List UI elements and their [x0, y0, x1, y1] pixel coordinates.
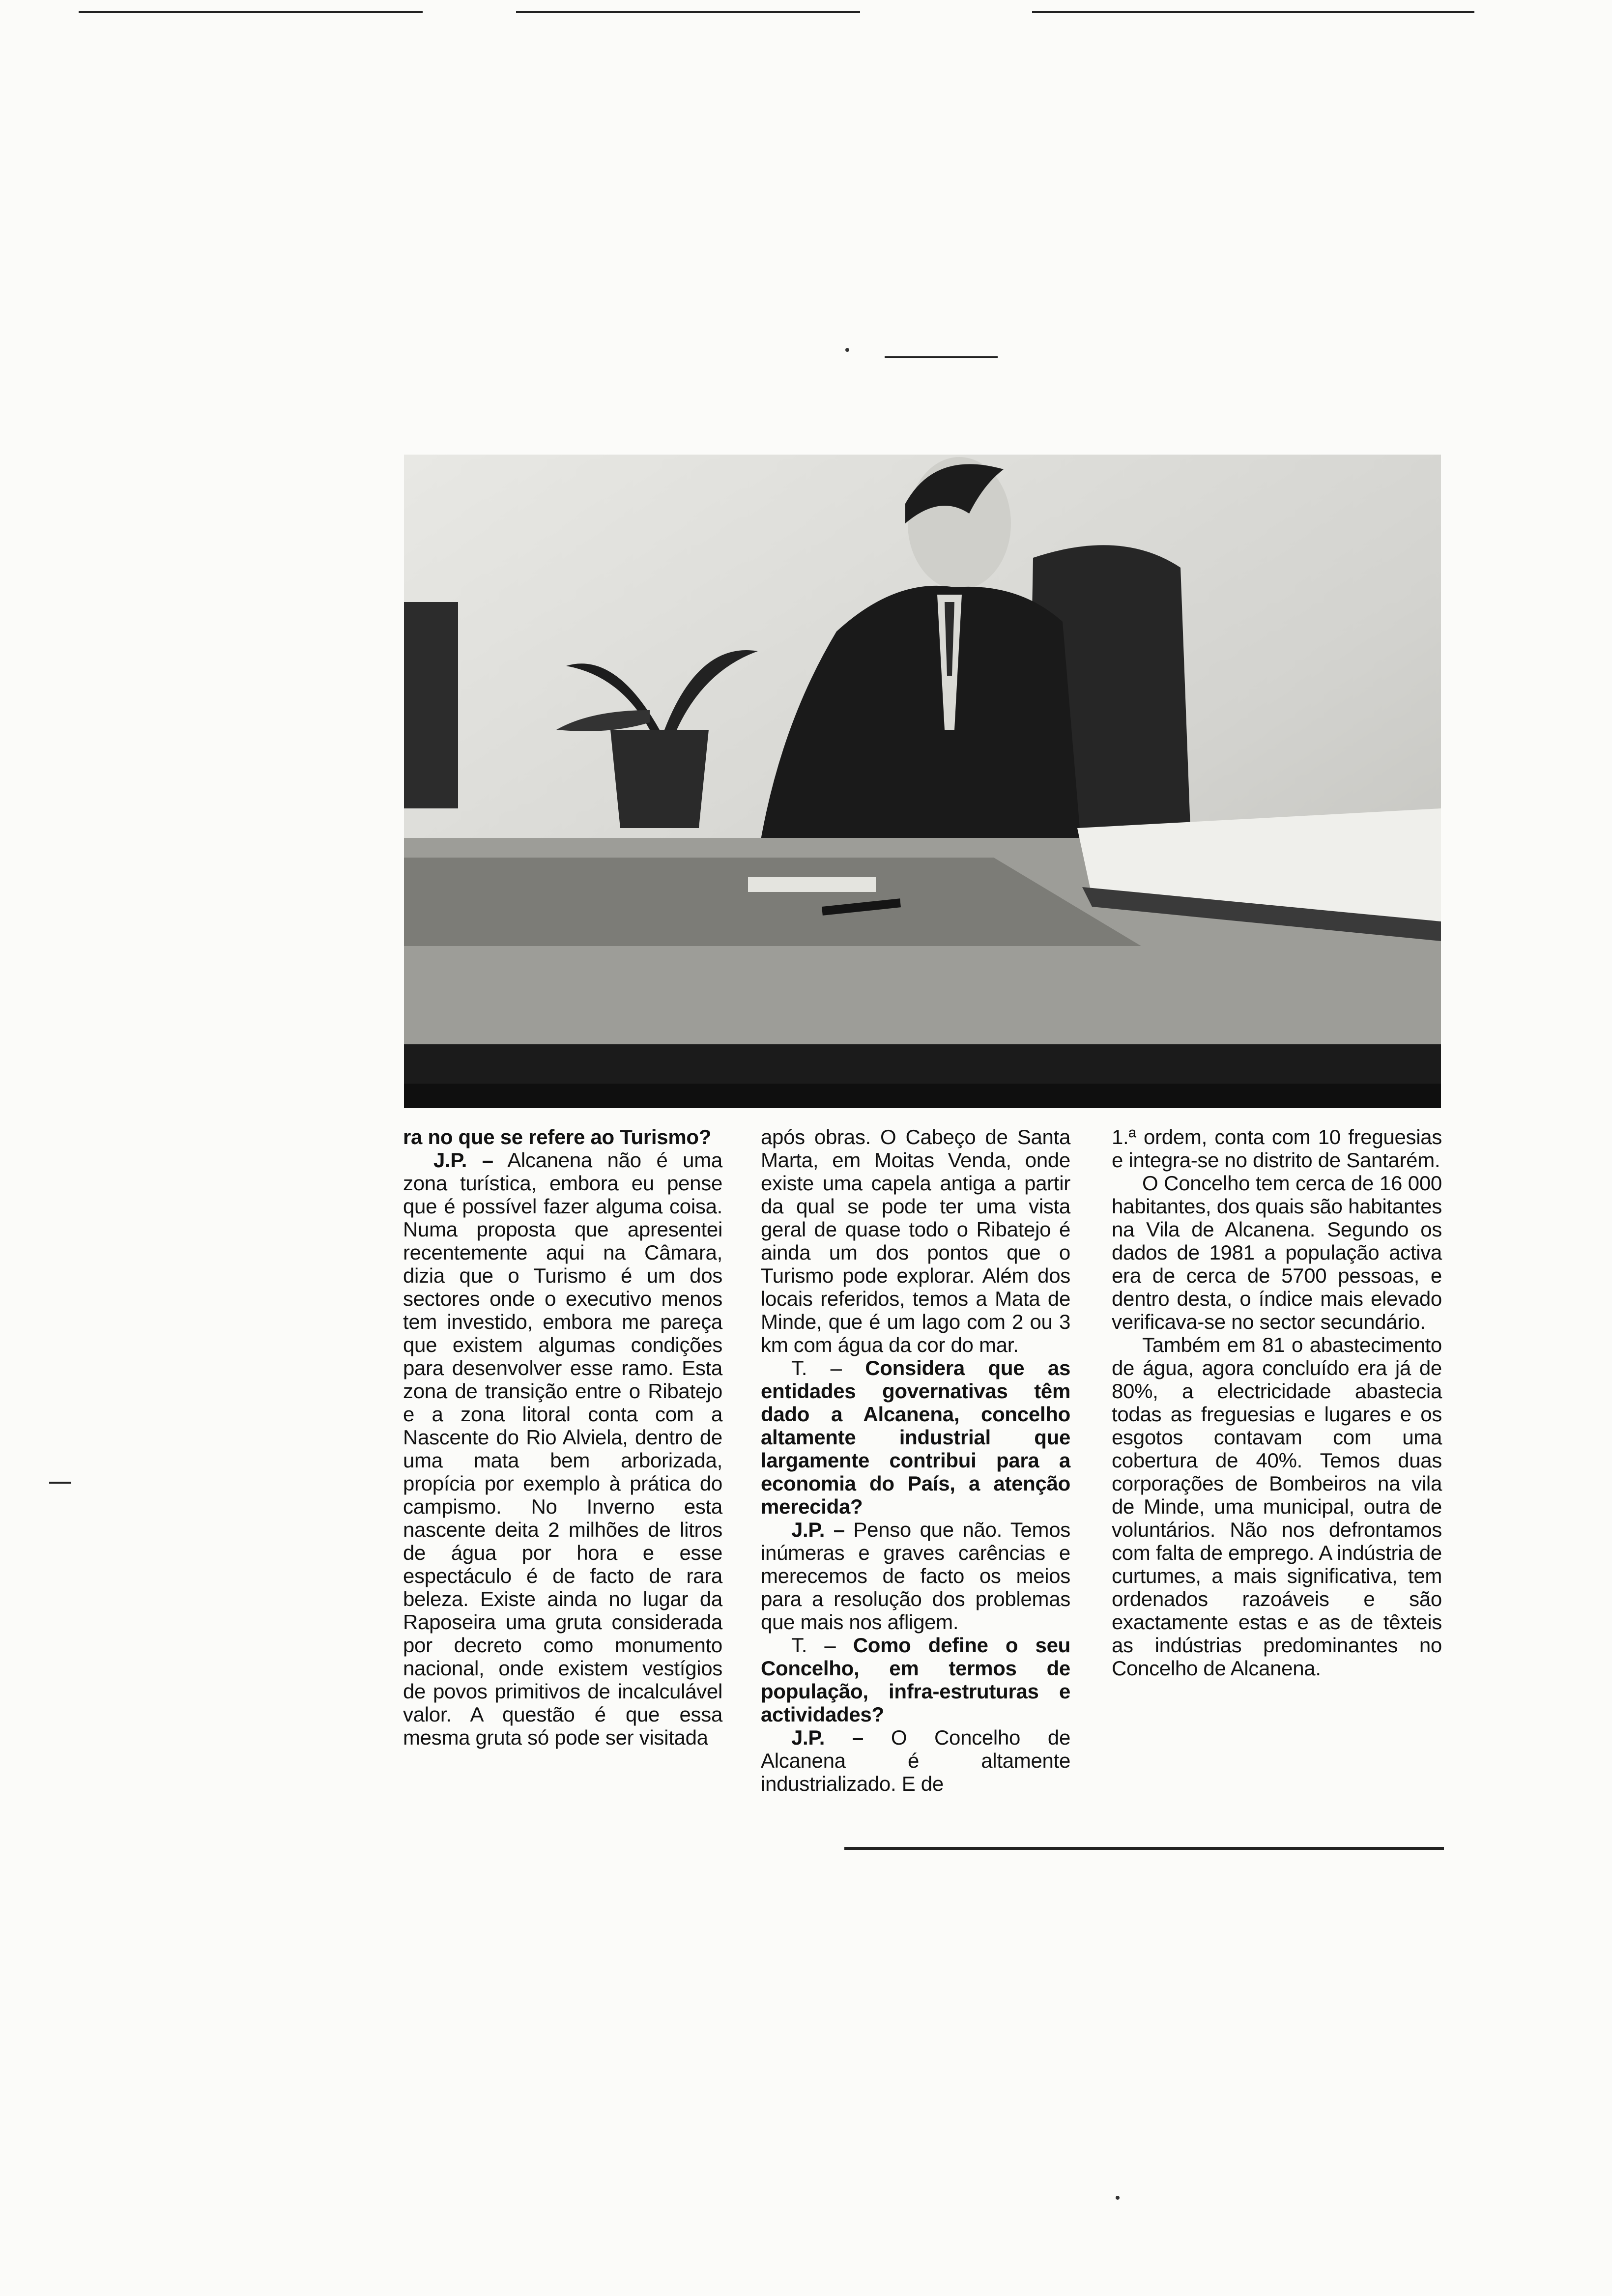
scan-mark-left — [49, 1482, 71, 1484]
paragraph-continuation: 1.ª ordem, conta com 10 freguesias e integra-se no distrito de Santarém. — [1112, 1125, 1442, 1172]
scan-speck — [1116, 2196, 1120, 2200]
question-paragraph: T. – Como define o seu Concelho, em termos de população, infra-estruturas e actividades? — [761, 1634, 1071, 1726]
top-border-rule-right — [1032, 11, 1474, 13]
answer-paragraph: J.P. – Penso que não. Temos inúmeras e graves carências e merecemos de facto os meios para a resolução dos problemas que mais nos afligem. — [761, 1518, 1070, 1634]
bottom-rule — [844, 1847, 1444, 1850]
question-continuation: ra no que se refere ao Turismo? — [403, 1125, 712, 1148]
text-column-2 — [761, 1125, 1070, 1795]
answer-paragraph: J.P. – O Concelho de Alcanena é altamente industrializado. E de — [761, 1726, 1070, 1795]
answer-continuation: após obras. O Cabeço de Santa Marta, em Moitas Venda, onde existe uma capela antiga a partir da qual se pode ter uma vista geral de quase todo o Ribatejo é ainda um dos pontos que o Turismo pode explorar. Além dos locais referidos, temos a Mata de Minde, que é um lago com 2 ou 3 km com água da cor do mar. — [761, 1125, 1070, 1356]
photo-top-rule — [885, 356, 998, 358]
top-border-rule-mid — [516, 11, 860, 13]
text-column-3 — [1112, 1125, 1442, 1680]
paragraph: O Concelho tem cerca de 16 000 habitantes, dos quais são habitantes na Vila de Alcanena. Segundo os dados de 1981 a população activa era de cerca de 5700 pessoas, e dentro desta, o índice mais elevado verificava-se no sector secundário. — [1112, 1172, 1442, 1333]
paragraph: Também em 81 o abastecimento de água, agora concluído era já de 80%, a electricidade abastecia todas as freguesias e lugares e os esgotos contavam com uma cobertura de 40%. Temos duas corporações de Bombeiros na vila de Minde, uma municipal, outra de voluntários. Não nos defrontamos com falta de emprego. A indústria de curtumes, a mais significativa, tem ordenados razoáveis e são exactamente estas e as de têxteis as indústrias predominantes no Concelho de Alcanena. — [1112, 1333, 1442, 1680]
answer-paragraph: J.P. – Alcanena não é uma zona turística, embora eu pense que é possível fazer alguma coisa. Numa proposta que apresentei recentemente aqui na Câmara, dizia que o Turismo é um dos sectores onde o executivo menos tem investido, embora me pareça que existem algumas condições para desenvolver esse ramo. Esta zona de transição entre o Ribatejo e a zona litoral conta com a Nascente do Rio Alviela, dentro de uma mata bem arborizada, propícia por exemplo à prática do campismo. No Inverno esta nascente deita 2 milhões de litros de água por hora e esse espectáculo é de facto de rara beleza. Existe ainda no lugar da Raposeira uma gruta considerada por decreto como monumento nacional, onde existem vestígios de povos primitivos de incalculável valor. A questão é que essa mesma gruta só pode ser visitada — [403, 1148, 722, 1749]
interview-photo — [404, 455, 1441, 1108]
top-border-rule-left — [79, 11, 423, 13]
text-column-1 — [403, 1125, 722, 1749]
scan-speck — [845, 348, 849, 352]
question-paragraph: T. – Considera que as entidades governativas têm dado a Alcanena, concelho altamente industrial que largamente contribui para a economia do País, a atenção merecida? — [761, 1356, 1070, 1518]
